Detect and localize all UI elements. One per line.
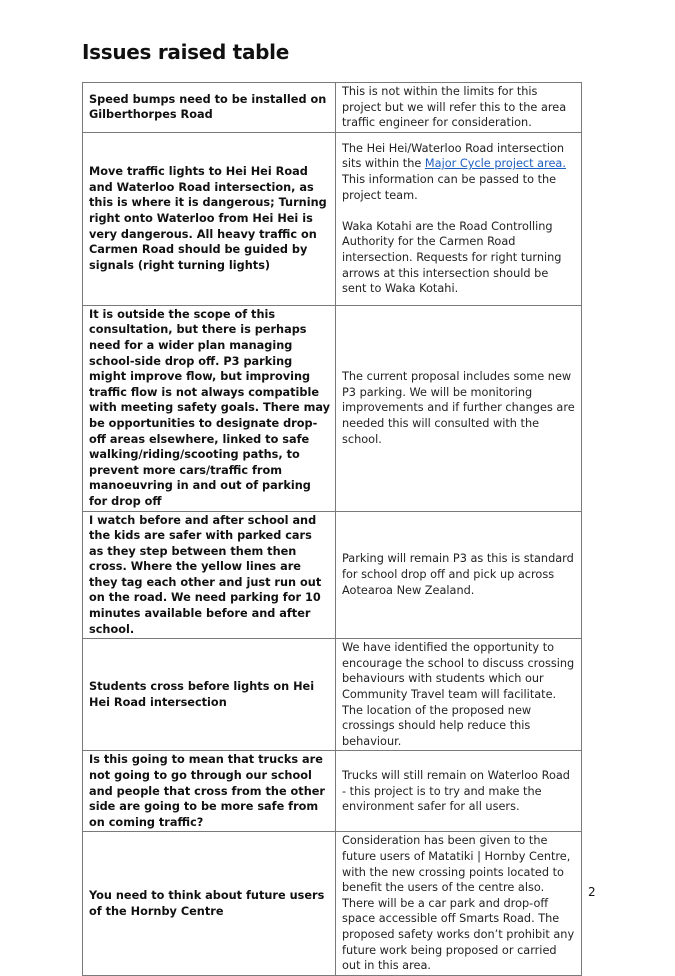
page-number: 2 [588, 885, 596, 899]
response-cell: Trucks will still remain on Waterloo Road - this project is to try and make the environment safer for all users. [336, 751, 582, 832]
table-row [83, 83, 582, 133]
table-row [83, 511, 582, 639]
table-row [83, 751, 582, 832]
table-row [83, 132, 582, 305]
issue-cell: Speed bumps need to be installed on Gilberthorpes Road [83, 83, 336, 133]
issues-table [82, 82, 582, 976]
response-cell: We have identified the opportunity to encourage the school to discuss crossing behaviours with students which our Community Travel team will facilitate. The location of the proposed new crossings should help reduce this behaviour. [336, 639, 582, 751]
response-cell: This is not within the limits for this project but we will refer this to the area traffic engineer for consideration. [336, 83, 582, 133]
major-cycle-project-link[interactable]: Major Cycle project area. [424, 157, 566, 171]
issue-cell: It is outside the scope of this consultation, but there is perhaps need for a wider plan managing school-side drop off. P3 parking might improve flow, but improving traffic flow is not always compatible with meeting safety goals. There may be opportunities to designate drop-off areas elsewhere, linked to safe walking/riding/scooting paths, to prevent more cars/traffic from manoeuvring in and out of parking for drop off [83, 305, 336, 511]
issue-cell: Students cross before lights on Hei Hei Road intersection [83, 639, 336, 751]
table-row [83, 639, 582, 751]
issue-cell: You need to think about future users of the Hornby Centre [83, 832, 336, 975]
response-cell [336, 132, 582, 305]
response-cell: The current proposal includes some new P3 parking. We will be monitoring improvements and if further changes are needed this will consulted with the school. [336, 305, 582, 511]
table-row [83, 832, 582, 975]
response-cell: Consideration has been given to the future users of Matatiki | Hornby Centre, with the new crossing points located to benefit the users of the centre also. There will be a car park and drop-off space accessible off Smarts Road. The proposed safety works don’t prohibit any future work being proposed or carried out in this area. [336, 832, 582, 975]
issue-cell: Move traffic lights to Hei Hei Road and Waterloo Road intersection, as this is where it is dangerous; Turning right onto Waterloo from Hei Hei is very dangerous. All heavy traffic on Carmen Road should be guided by signals (right turning lights) [83, 132, 336, 305]
response-text: Waka Kotahi are the Road Controlling Authority for the Carmen Road intersection. Requests for right turning arrows at this intersection should be sent to Waka Kotahi. [342, 219, 562, 296]
paragraph-gap [342, 203, 576, 219]
table-row [83, 305, 582, 511]
page-title: Issues raised table [82, 40, 289, 64]
response-text: This information can be passed to the project team. [342, 173, 557, 202]
issue-cell: Is this going to mean that trucks are not going to go through our school and people that cross from the other side are going to be more safe from on coming traffic? [83, 751, 336, 832]
response-cell: Parking will remain P3 as this is standard for school drop off and pick up across Aotearoa New Zealand. [336, 511, 582, 639]
response-text: The Hei Hei/Waterloo Road intersection sits within the [342, 141, 565, 171]
issue-cell: I watch before and after school and the kids are safer with parked cars as they step between them then cross. Where the yellow lines are they tag each other and just run out on the road. We need parking for 10 minutes available before and after school. [83, 511, 336, 639]
